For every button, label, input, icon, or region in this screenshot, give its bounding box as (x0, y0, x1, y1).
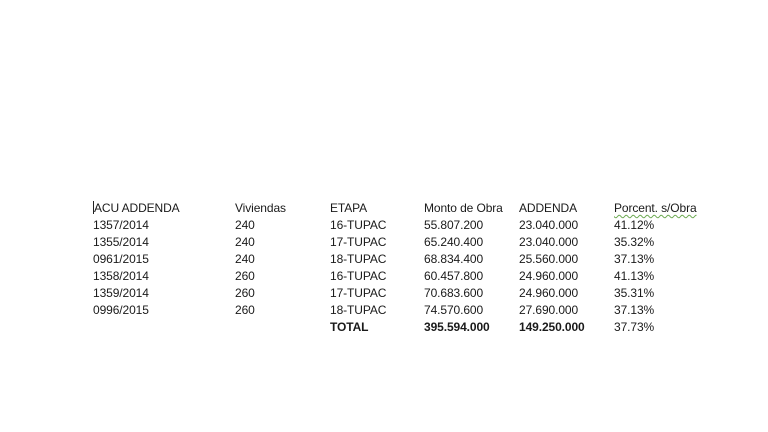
cell-acu[interactable]: 1355/2014 (93, 235, 149, 249)
header-etapa[interactable]: ETAPA (330, 201, 368, 215)
cell-viviendas[interactable]: 240 (235, 235, 255, 249)
cell-acu[interactable]: 1359/2014 (93, 286, 149, 300)
cell-viviendas[interactable]: 240 (235, 252, 255, 266)
cell-empty[interactable] (93, 319, 235, 336)
cell-monto[interactable]: 68.834.400 (424, 252, 484, 266)
cell-viviendas[interactable]: 240 (235, 218, 255, 232)
cell-addenda[interactable]: 24.960.000 (519, 286, 579, 300)
cell-acu[interactable]: 0961/2015 (93, 252, 149, 266)
cell-etapa[interactable]: 16-TUPAC (330, 269, 387, 283)
table-row (93, 251, 714, 268)
cell-etapa[interactable]: 18-TUPAC (330, 252, 387, 266)
cell-viviendas[interactable]: 260 (235, 269, 255, 283)
total-row (93, 319, 714, 336)
cell-monto[interactable]: 74.570.600 (424, 303, 484, 317)
cell-addenda[interactable]: 25.560.000 (519, 252, 579, 266)
cell-porcent[interactable]: 37.13% (614, 252, 655, 266)
cell-porcent[interactable]: 35.31% (614, 286, 655, 300)
cell-addenda[interactable]: 23.040.000 (519, 218, 579, 232)
header-acu-addenda[interactable] (93, 200, 235, 217)
cell-addenda[interactable]: 24.960.000 (519, 269, 579, 283)
cell-addenda[interactable]: 23.040.000 (519, 235, 579, 249)
cell-etapa[interactable]: 16-TUPAC (330, 218, 387, 232)
cell-porcent[interactable]: 35.32% (614, 235, 655, 249)
cell-monto[interactable]: 60.457.800 (424, 269, 484, 283)
table-row (93, 234, 714, 251)
cell-monto[interactable]: 55.807.200 (424, 218, 484, 232)
cell-etapa[interactable]: 18-TUPAC (330, 303, 387, 317)
cell-addenda[interactable]: 27.690.000 (519, 303, 579, 317)
cell-empty[interactable] (235, 319, 330, 336)
cell-viviendas[interactable]: 260 (235, 286, 255, 300)
header-porcent[interactable] (614, 200, 714, 217)
table-row (93, 285, 714, 302)
table-row (93, 268, 714, 285)
cell-monto[interactable]: 70.683.600 (424, 286, 484, 300)
cell-acu[interactable]: 0996/2015 (93, 303, 149, 317)
cell-porcent[interactable]: 37.13% (614, 303, 655, 317)
cell-etapa[interactable]: 17-TUPAC (330, 235, 387, 249)
cell-viviendas[interactable]: 260 (235, 303, 255, 317)
total-label[interactable]: TOTAL (330, 320, 369, 334)
header-acu-addenda-label: ACU ADDENDA (94, 201, 180, 215)
addenda-table (93, 200, 714, 336)
header-viviendas[interactable]: Viviendas (235, 201, 286, 215)
header-monto-de-obra[interactable]: Monto de Obra (424, 201, 503, 215)
table-row (93, 217, 714, 234)
total-porcent[interactable]: 37.73% (614, 320, 655, 334)
table-row (93, 302, 714, 319)
cell-porcent[interactable]: 41.12% (614, 218, 655, 232)
cell-acu[interactable]: 1358/2014 (93, 269, 149, 283)
table-header-row (93, 200, 714, 217)
cell-etapa[interactable]: 17-TUPAC (330, 286, 387, 300)
total-addenda[interactable]: 149.250.000 (519, 320, 585, 334)
cell-monto[interactable]: 65.240.400 (424, 235, 484, 249)
total-monto[interactable]: 395.594.000 (424, 320, 490, 334)
header-addenda[interactable]: ADDENDA (519, 201, 577, 215)
cell-porcent[interactable]: 41.13% (614, 269, 655, 283)
header-porcent-label: Porcent. s/Obra (614, 201, 697, 215)
cell-acu[interactable]: 1357/2014 (93, 218, 149, 232)
